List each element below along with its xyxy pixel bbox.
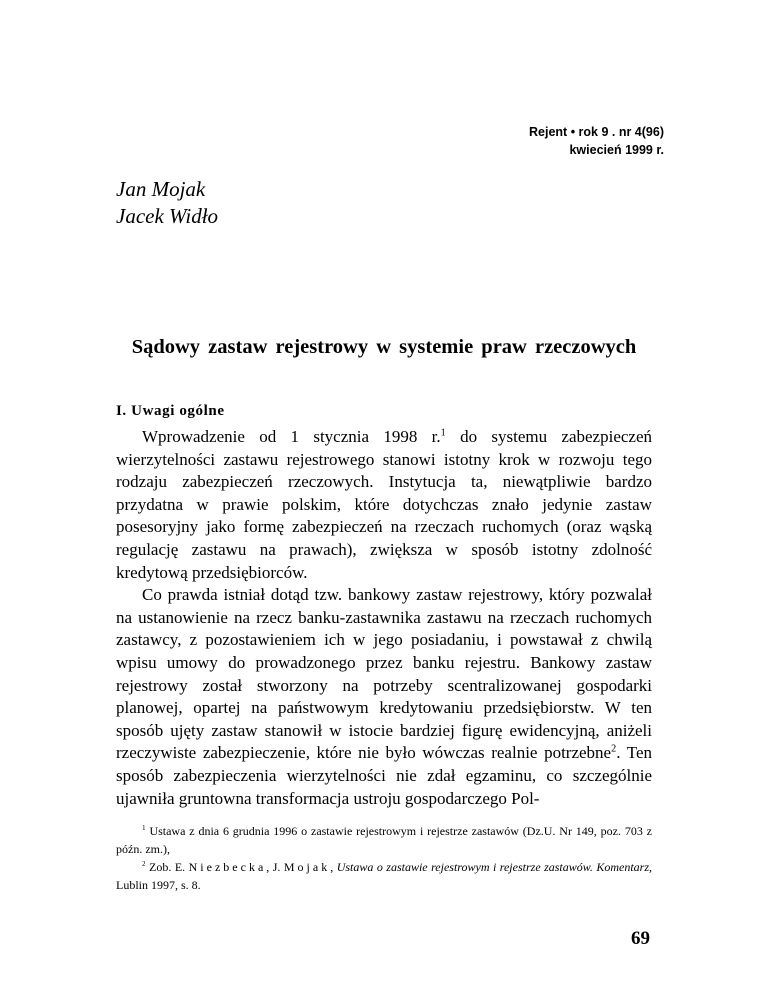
- authors: [116, 176, 218, 230]
- article-title: Sądowy zastaw rejestrowy w systemie praw rzeczowych: [131, 336, 637, 358]
- footnote-ref-2: 2: [611, 743, 617, 755]
- journal-issue: Rejent • rok 9 . nr 4(96): [529, 125, 664, 139]
- author-2: Jacek Widło: [116, 204, 219, 228]
- footnote-2-author-2: Mojak: [283, 860, 331, 874]
- author-1: Jan Mojak: [116, 177, 206, 201]
- footnote-2-rest: Lublin 1997, s. 8.: [116, 878, 201, 892]
- paragraph-2-text-a: Co prawda istniał dotąd tzw. bankowy zastaw rejestrowy, który pozwalał na ustanowienie na rzecz banku-zastawnika zastawu na rzeczach ruchomych zastawcy, z pozostawieniem ich w jego posiadaniu, i powstawał z chwilą wpisu umowy do prowadzonego przez banku rejestru. Bankowy zastaw rejestrowy został stworzony na potrzeby scentralizowanej gospodarki planowej, opartej na państwowym kredytowaniu przedsiębiorstw. W ten sposób ujęty zastaw stanowił w istocie bardziej figurę ewidencyjną, aniżeli rzeczywiste zabezpieczenie, które nie było wówczas realnie potrzebne: [116, 585, 652, 763]
- footnote-1: [116, 822, 652, 858]
- paragraph-2-text-b: . Ten sposób zabezpieczenia wierzytelności nie zdał egzaminu, co szczególnie ujawniła gruntowna transformacja ustroju gospodarczego Pol-: [116, 743, 652, 808]
- paragraph-1: [116, 426, 652, 584]
- footnote-2-separator: , J.: [266, 860, 284, 874]
- footnote-2: [116, 858, 652, 894]
- section-heading: I. Uwagi ogólne: [116, 403, 225, 419]
- paragraph-1-text-b: do systemu zabezpieczeń wierzytelności zastawu rejestrowego stanowi istotny krok w rozwoju tego rodzaju zabezpieczeń rzeczowych. Instytucja ta, niewątpliwie bardzo przydatna w prawie polskim, które dotychczas znało jedynie zastaw posesoryjny jako formę zabezpieczeń na rzeczach ruchomych (oraz wąską regulację zastawu na prawach), zwiększa w sposób istotny zdolność kredytową przedsiębiorców.: [116, 427, 653, 582]
- article-body: [116, 426, 652, 810]
- footnote-1-mark: 1: [142, 824, 146, 832]
- footnotes: [116, 822, 652, 894]
- paragraph-1-text-a: Wprowadzenie od 1 stycznia 1998 r.: [142, 427, 441, 446]
- footnote-2-mark: 2: [142, 860, 146, 868]
- footnote-2-title: Ustawa o zastawie rejestrowym i rejestrze zastawów. Komentarz,: [336, 860, 653, 874]
- footnote-2-comma: ,: [330, 860, 337, 874]
- journal-info: [529, 123, 664, 159]
- footnote-2-author-1: Niezbecka: [188, 860, 267, 874]
- page-number: 69: [631, 928, 650, 949]
- footnote-ref-1: 1: [440, 427, 446, 439]
- journal-date: kwiecień 1999 r.: [569, 143, 664, 157]
- paragraph-2: [116, 584, 652, 810]
- footnote-1-text: Ustawa z dnia 6 grudnia 1996 o zastawie rejestrowym i rejestrze zastawów (Dz.U. Nr 149, poz. 703 z późn. zm.),: [116, 824, 652, 856]
- footnote-2-intro: Zob. E.: [145, 860, 189, 874]
